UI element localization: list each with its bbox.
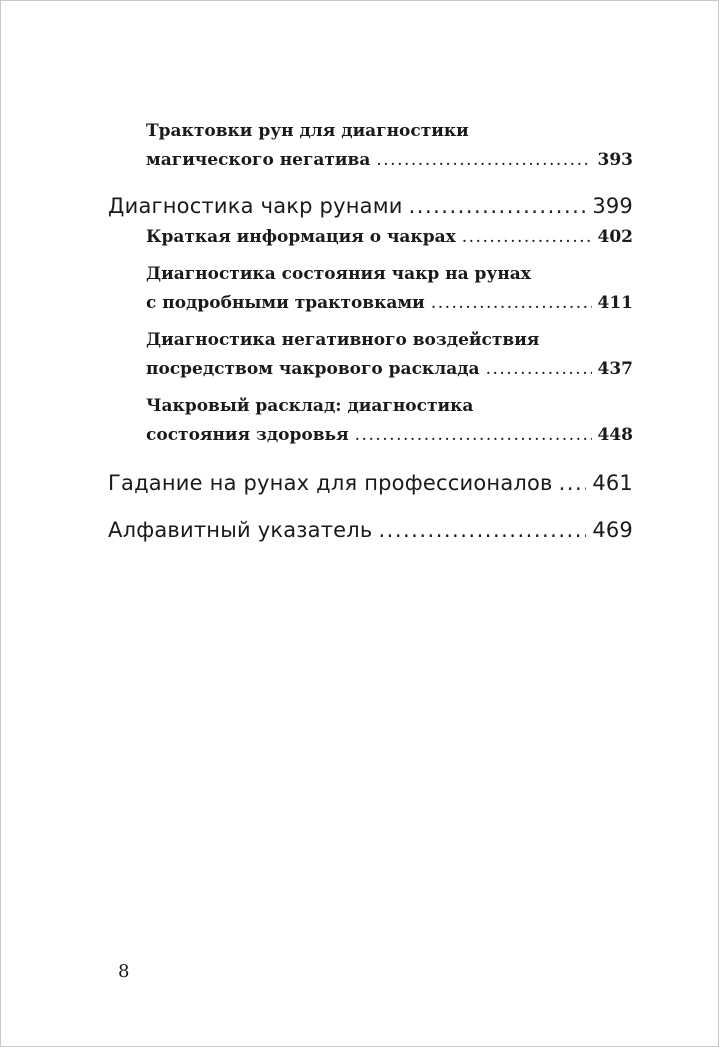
toc-entry-chakra-info <box>108 223 633 252</box>
toc-page-number: 411 <box>597 293 633 313</box>
toc-entry-title-line2: с подробными трактовками <box>146 293 425 313</box>
toc-entry-professional-divination <box>108 468 633 498</box>
page-number: 8 <box>118 961 130 982</box>
toc-page-number: 461 <box>592 471 633 495</box>
toc-entry-title-line1: Диагностика негативного воздействия <box>146 330 540 350</box>
toc-page-number: 469 <box>592 518 633 542</box>
dot-leader <box>409 191 587 221</box>
toc-entry-rune-interpretations <box>108 117 633 175</box>
toc-entry-title: Гадание на рунах для профессионалов <box>108 471 553 495</box>
toc-entry-title: Алфавитный указатель <box>108 518 373 542</box>
toc-entry-title-line1: Чакровый расклад: диагностика <box>146 396 474 416</box>
toc-entry-title-line2: магического негатива <box>146 150 371 170</box>
toc-page-number: 393 <box>597 150 633 170</box>
dot-leader <box>431 289 592 318</box>
toc-page-number: 399 <box>592 194 633 218</box>
toc-entry-chakra-diagnostics <box>108 191 633 221</box>
dot-leader <box>378 515 586 545</box>
toc-page-number: 402 <box>597 227 633 247</box>
dot-leader <box>559 468 587 498</box>
toc-entry-health-spread <box>108 392 633 450</box>
toc-entry-chakra-state <box>108 260 633 318</box>
toc-entry-negative-influence <box>108 326 633 384</box>
toc-page-number: 437 <box>597 359 633 379</box>
toc-entry-title-line1: Трактовки рун для диагностики <box>146 121 469 141</box>
table-of-contents <box>108 117 633 545</box>
toc-entry-title-line2: посредством чакрового расклада <box>146 359 480 379</box>
toc-entry-title: Краткая информация о чакрах <box>146 227 456 247</box>
dot-leader <box>462 223 592 252</box>
toc-entry-title-line2: состояния здоровья <box>146 425 349 445</box>
dot-leader <box>376 146 591 175</box>
dot-leader <box>355 421 592 450</box>
dot-leader <box>486 355 592 384</box>
toc-entry-alphabetical-index <box>108 515 633 545</box>
toc-entry-title-line1: Диагностика состояния чакр на рунах <box>146 264 531 284</box>
toc-page-number: 448 <box>597 425 633 445</box>
toc-entry-title: Диагностика чакр рунами <box>108 194 403 218</box>
